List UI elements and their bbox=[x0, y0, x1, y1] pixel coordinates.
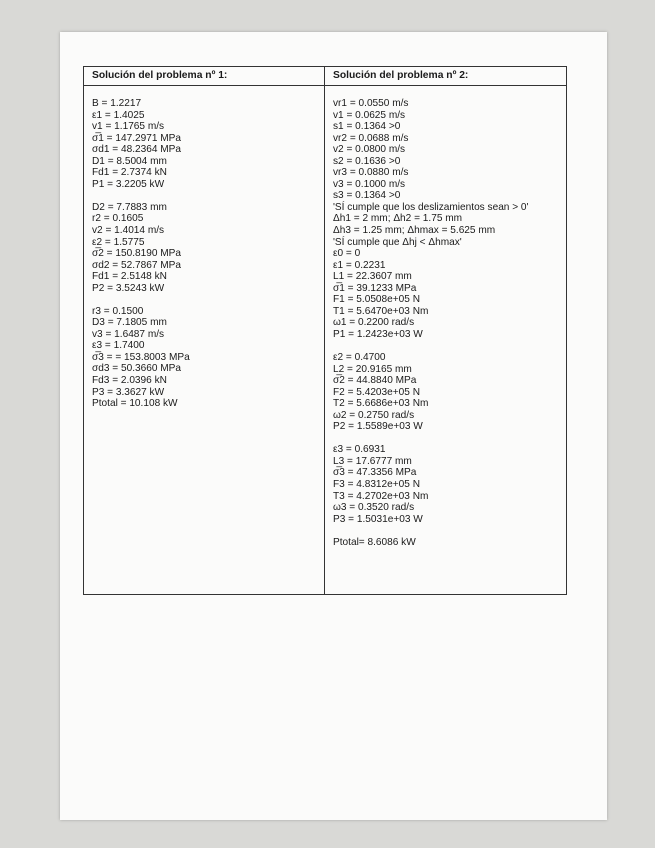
problem-2-block-gap bbox=[333, 340, 566, 352]
problem-1-result-line: σd1 = 48.2364 MPa bbox=[92, 144, 182, 156]
problem-2-block-gap bbox=[333, 433, 566, 445]
problem-1-result-line: Fd1 = 2.7374 kN bbox=[92, 167, 167, 179]
problem-1-result-line: Ptotal = 10.108 kW bbox=[92, 398, 178, 410]
problem-2-result-line: σ̅2 = 44.8840 MPa bbox=[333, 375, 417, 387]
problem-2-result-line: ε2 = 0.4700 bbox=[333, 351, 386, 363]
problem-2-column bbox=[325, 67, 566, 594]
problem-1-result-line: B = 1.2217 bbox=[92, 98, 142, 109]
problem-1-header: Solución del problema nº 1: bbox=[84, 70, 324, 86]
problem-2-result-line: s1 = 0.1364 >0 bbox=[333, 121, 401, 133]
problem-1-result-line: P3 = 3.3627 kW bbox=[92, 386, 165, 398]
problem-1-result-line: D1 = 8.5004 mm bbox=[92, 155, 167, 167]
problem-1-result-line: r3 = 0.1500 bbox=[92, 305, 144, 317]
problem-1-result-line: r2 = 0.1605 bbox=[92, 213, 144, 225]
problem-2-result-line: σ̅1 = 39.1233 MPa bbox=[333, 282, 417, 294]
problem-2-result-line: P2 = 1.5589e+03 W bbox=[333, 421, 423, 433]
problem-1-result-line: ε3 = 1.7400 bbox=[92, 340, 145, 352]
problem-2-header: Solución del problema nº 2: bbox=[325, 70, 566, 86]
problem-2-result-line: 'SÍ cumple que Δhj < Δhmax' bbox=[333, 236, 462, 248]
problem-1-result-line: ε2 = 1.5775 bbox=[92, 236, 145, 248]
problem-1-result-line: Fd1 = 2.5148 kN bbox=[92, 271, 167, 283]
problem-1-column bbox=[84, 67, 325, 594]
problem-2-result-line: v1 = 0.0625 m/s bbox=[333, 109, 406, 121]
problem-2-result-line: F1 = 5.0508e+05 N bbox=[333, 294, 420, 306]
problem-2-result-line: Δh1 = 2 mm; Δh2 = 1.75 mm bbox=[333, 213, 463, 225]
problem-1-block-gap bbox=[92, 294, 324, 306]
problem-2-result-line: F3 = 4.8312e+05 N bbox=[333, 478, 420, 490]
problem-2-result-line: L3 = 17.6777 mm bbox=[333, 455, 412, 467]
problem-2-block-gap bbox=[333, 525, 566, 537]
problem-1-block-gap bbox=[92, 190, 324, 202]
problem-1-result-line: σd3 = 50.3660 MPa bbox=[92, 363, 182, 375]
problem-2-result-line: vr3 = 0.0880 m/s bbox=[333, 167, 409, 179]
problem-2-result-line: T3 = 4.2702e+03 Nm bbox=[333, 490, 429, 502]
problem-2-result-line: ε0 = 0 bbox=[333, 248, 361, 260]
problem-1-result-line: D2 = 7.7883 mm bbox=[92, 201, 167, 213]
problem-1-result-line: Fd3 = 2.0396 kN bbox=[92, 375, 167, 387]
problem-1-result-line: σ̅3 = = 153.8003 MPa bbox=[92, 351, 190, 363]
problem-2-result-line: P3 = 1.5031e+03 W bbox=[333, 513, 423, 525]
problem-2-result-line: F2 = 5.4203e+05 N bbox=[333, 386, 420, 398]
problem-2-result-line: s3 = 0.1364 >0 bbox=[333, 190, 401, 202]
problem-2-result-line: L2 = 20.9165 mm bbox=[333, 363, 412, 375]
problem-2-result-line: T2 = 5.6686e+03 Nm bbox=[333, 398, 429, 410]
problem-2-results bbox=[333, 98, 566, 548]
problem-1-result-line: σd2 = 52.7867 MPa bbox=[92, 259, 182, 271]
problem-2-result-line: v3 = 0.1000 m/s bbox=[333, 178, 406, 190]
problem-1-result-line: v3 = 1.6487 m/s bbox=[92, 328, 165, 340]
problem-1-result-line: v1 = 1.1765 m/s bbox=[92, 121, 165, 133]
problem-1-result-line: P2 = 3.5243 kW bbox=[92, 282, 165, 294]
problem-2-result-line: T1 = 5.6470e+03 Nm bbox=[333, 305, 429, 317]
problem-2-result-line: ε1 = 0.2231 bbox=[333, 259, 386, 271]
problem-2-result-line: ω2 = 0.2750 rad/s bbox=[333, 409, 415, 421]
problem-2-result-line: ω1 = 0.2200 rad/s bbox=[333, 317, 415, 329]
problem-2-result-line: σ̅3 = 47.3356 MPa bbox=[333, 467, 417, 479]
problem-1-result-line: D3 = 7.1805 mm bbox=[92, 317, 167, 329]
problem-2-result-line: P1 = 1.2423e+03 W bbox=[333, 328, 423, 340]
problem-2-result-line: vr1 = 0.0550 m/s bbox=[333, 98, 409, 109]
problem-1-result-line: P1 = 3.2205 kW bbox=[92, 178, 165, 190]
problem-2-result-line: v2 = 0.0800 m/s bbox=[333, 144, 406, 156]
problem-2-result-line: vr2 = 0.0688 m/s bbox=[333, 132, 409, 144]
problem-1-result-line: σ̅2 = 150.8190 MPa bbox=[92, 248, 182, 260]
problem-1-results bbox=[92, 98, 324, 410]
problem-2-result-line: ω3 = 0.3520 rad/s bbox=[333, 502, 415, 514]
problem-2-result-line: 'SÍ cumple que los deslizamientos sean > 0' bbox=[333, 201, 529, 213]
problem-1-result-line: v2 = 1.4014 m/s bbox=[92, 224, 165, 236]
problem-2-result-line: s2 = 0.1636 >0 bbox=[333, 155, 401, 167]
solutions-table bbox=[83, 66, 567, 595]
problem-1-result-line: σ̅1 = 147.2971 MPa bbox=[92, 132, 182, 144]
problem-2-result-line: Ptotal= 8.6086 kW bbox=[333, 536, 416, 548]
problem-1-result-line: ε1 = 1.4025 bbox=[92, 109, 145, 121]
problem-2-result-line: L1 = 22.3607 mm bbox=[333, 271, 412, 283]
problem-2-result-line: Δh3 = 1.25 mm; Δhmax = 5.625 mm bbox=[333, 225, 496, 237]
problem-2-result-line: ε3 = 0.6931 bbox=[333, 444, 386, 456]
